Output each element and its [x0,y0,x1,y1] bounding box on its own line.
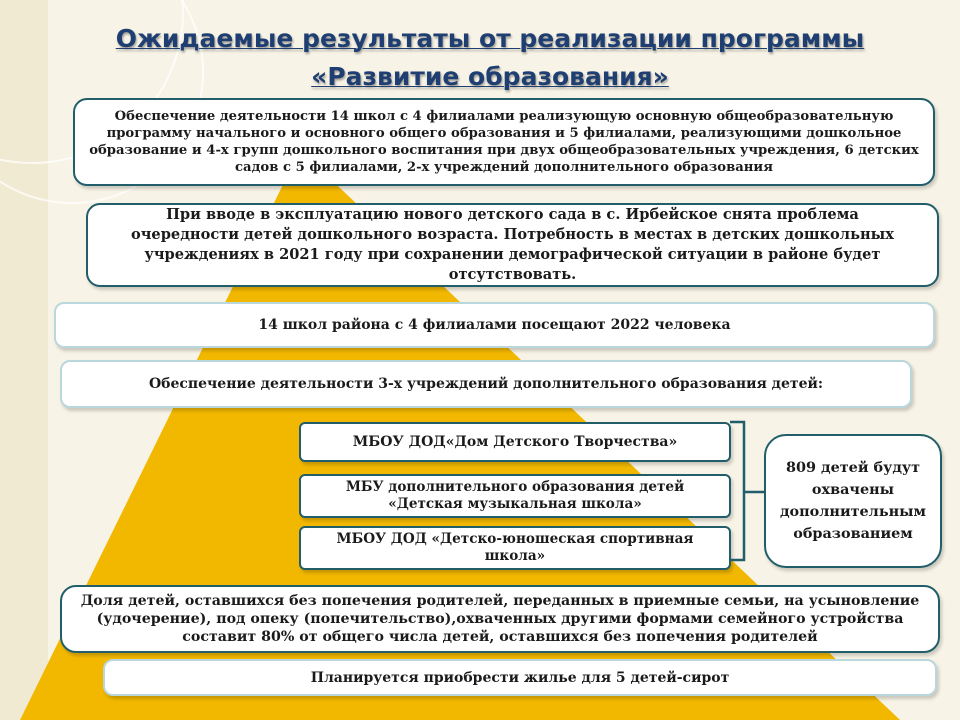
box-children-coverage: 809 детей будут охвачены дополнительным образованием [764,434,942,568]
institution-ddt: МБОУ ДОД«Дом Детского Творчества» [299,422,731,462]
institution-music-school: МБУ дополнительного образования детей «Детская музыкальная школа» [299,474,731,518]
institution-sports-school: МБОУ ДОД «Детско-юношеская спортивная школа» [299,526,731,570]
page-title: Ожидаемые результаты от реализации программы «Развитие образования» [115,24,865,91]
bracket-connector [728,420,768,580]
box-kindergarten: При вводе в эксплуатацию нового детского сада в с. Ирбейское снята проблема очередности детей дошкольного возраста. Потребность в местах в детских дошкольных учреждениях в 2021 году при сохранении демографической ситуации в районе будет отсутствовать. [86,203,939,287]
box-housing-orphans: Планируется приобрести жилье для 5 детей-сирот [103,659,937,696]
box-school-activity: Обеспечение деятельности 14 школ с 4 филиалами реализующую основную общеобразовательную программу начального и основного общего образования и 5 филиалами, реализующими дошкольное образование и 4-х групп дошкольного воспитания при двух общеобразовательных учреждения, 6 детских садов с 5 филиалами, 2-х учреждений дополнительного образования [73,98,935,186]
box-school-attendance: 14 школ района с 4 филиалами посещают 2022 человека [54,302,935,348]
box-additional-education: Обеспечение деятельности 3-х учреждений дополнительного образования детей: [60,360,912,408]
box-orphans-share: Доля детей, оставшихся без попечения родителей, переданных в приемные семьи, на усыновление (удочерение), под опеку (попечительство),охваченных другими формами семейного устройства составит 80% от общего числа детей, оставшихся без попечения родителей [60,585,940,653]
